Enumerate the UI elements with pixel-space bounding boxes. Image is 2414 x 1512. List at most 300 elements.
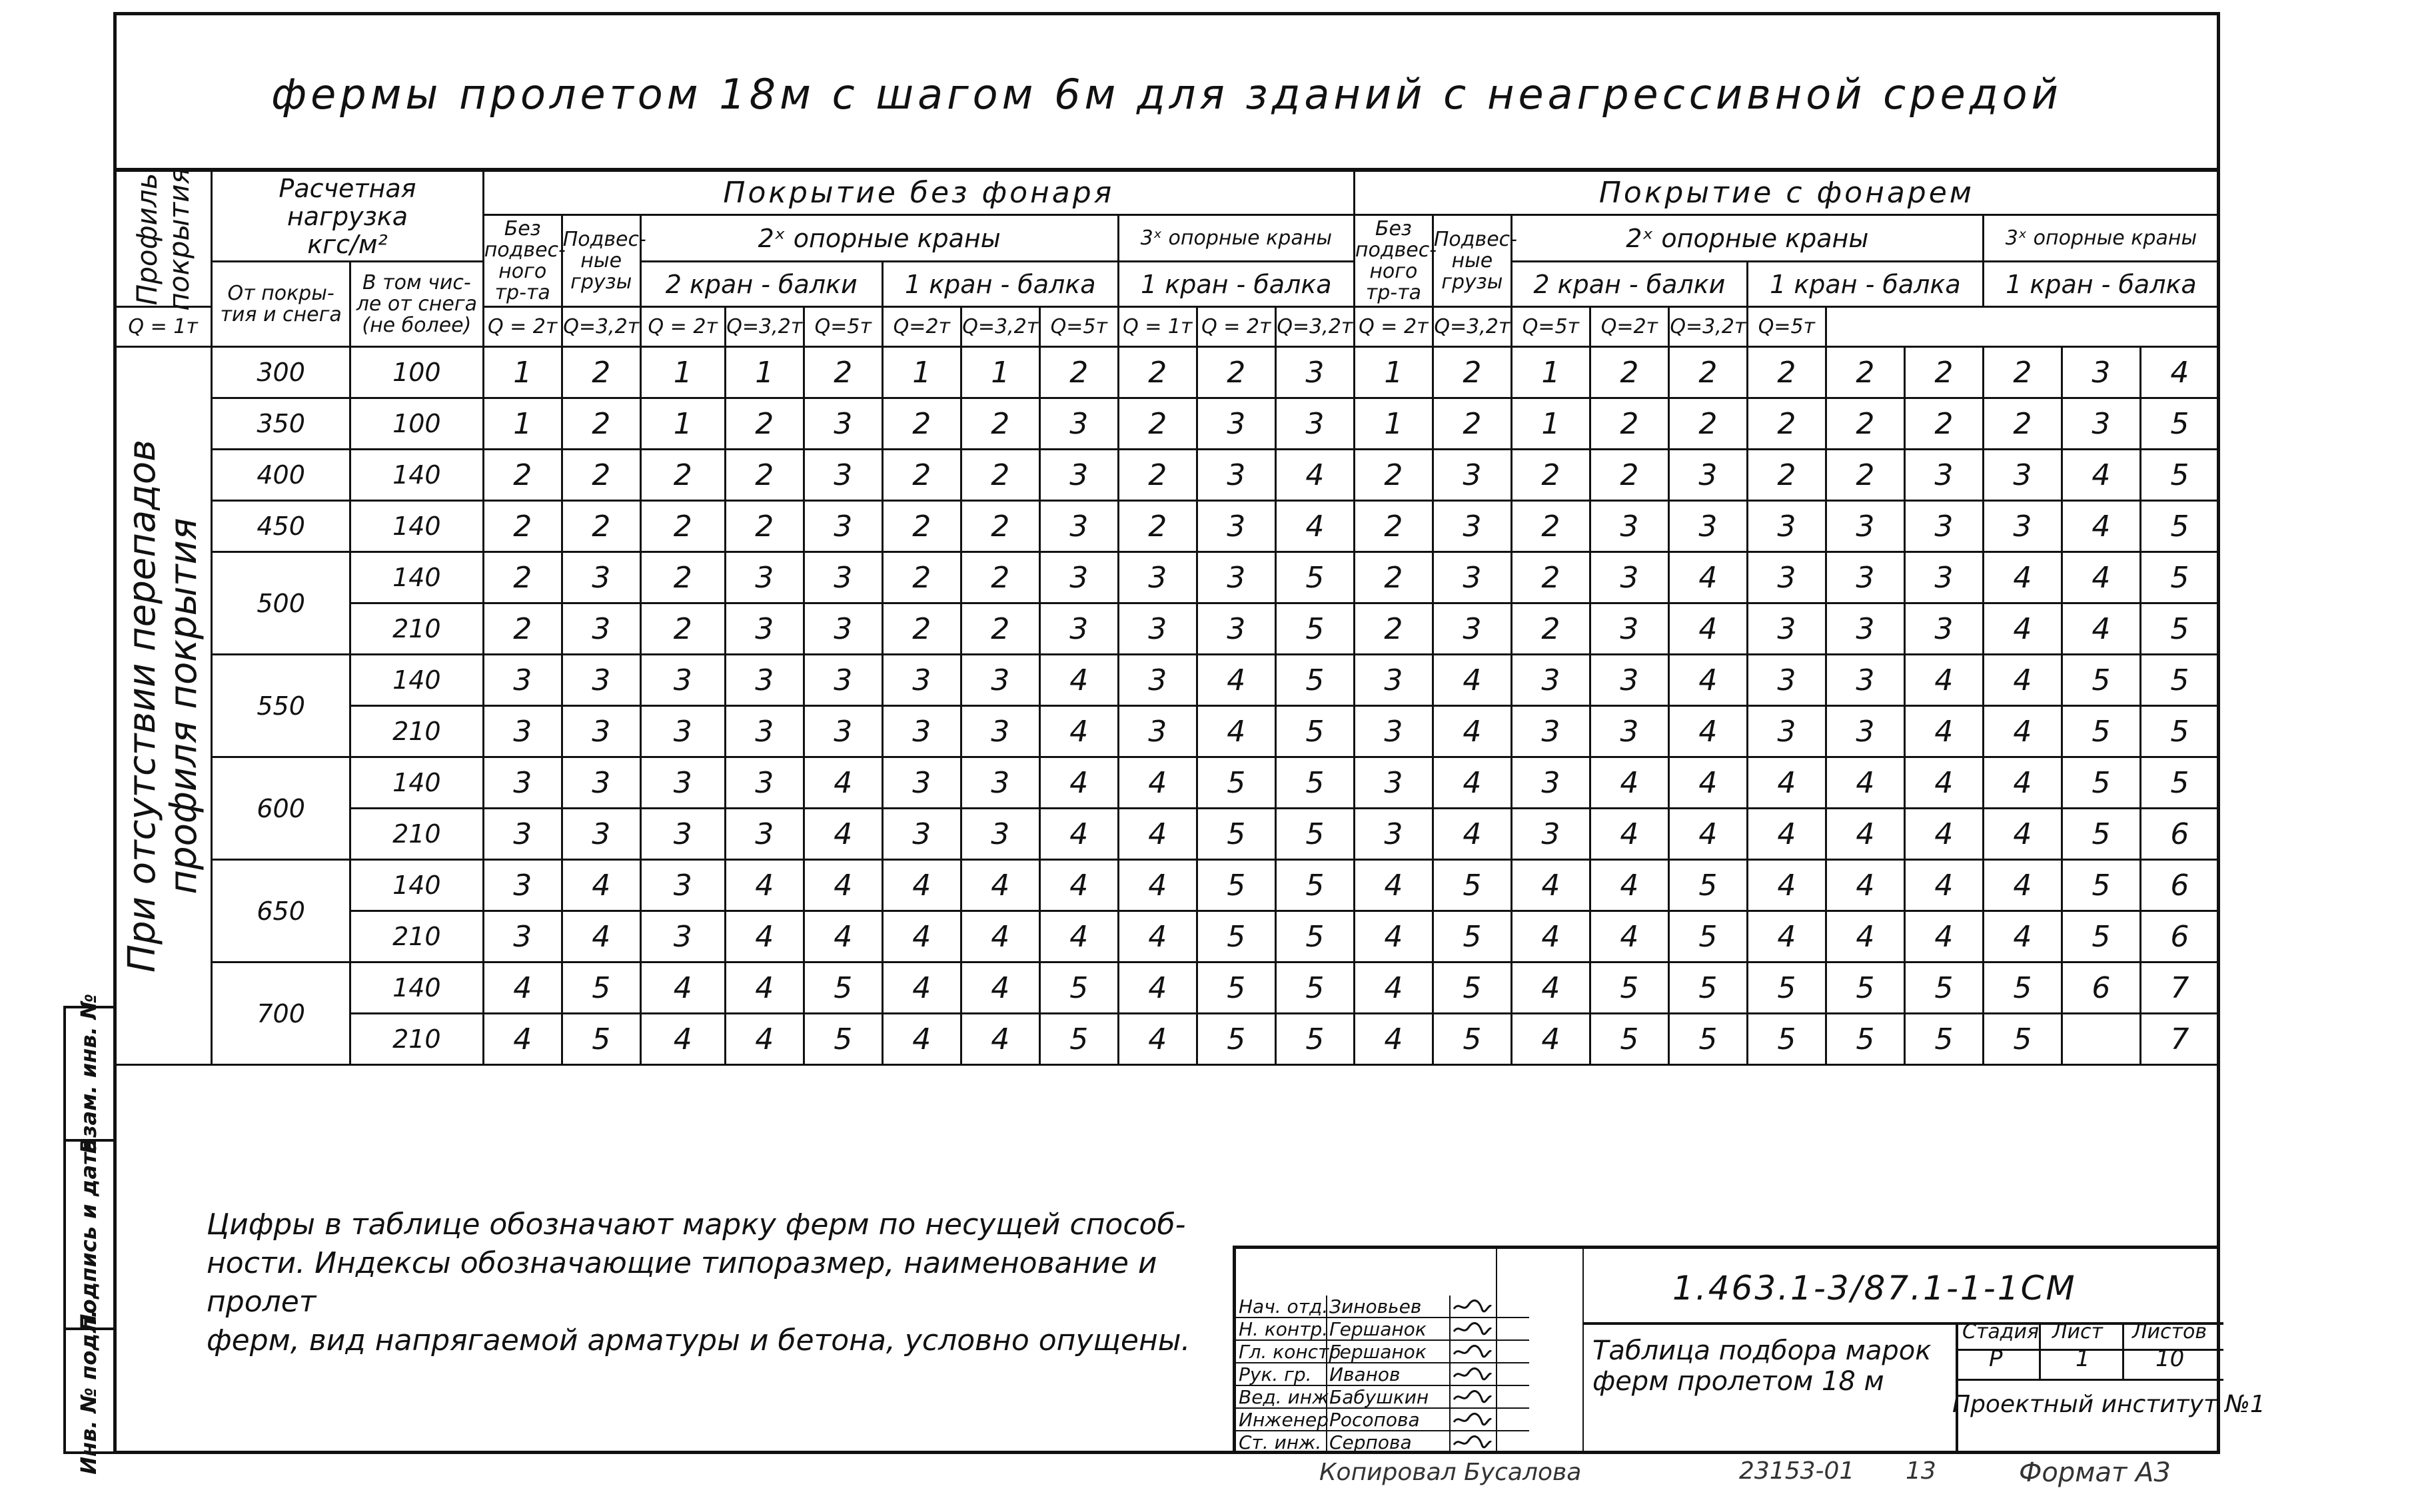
truss-mark-cell: 4 — [1118, 809, 1197, 860]
capacity-header: Q = 1т — [1118, 307, 1197, 347]
table-row — [115, 450, 2219, 501]
truss-mark-cell: 4 — [804, 860, 882, 911]
side-label: При отсутствии перепадов профиля покрытия — [115, 347, 212, 1065]
truss-mark-cell: 2 — [1354, 552, 1433, 603]
copied-by: Копировал Бусалова — [1319, 1459, 1582, 1486]
truss-mark-cell: 4 — [483, 962, 562, 1014]
truss-mark-cell: 3 — [483, 809, 562, 860]
table-row — [115, 655, 2219, 706]
capacity-header: Q=3,2т — [1668, 307, 1747, 347]
truss-mark-cell: 4 — [562, 860, 640, 911]
document-title: Таблица подбора марок ферм пролетом 18 м — [1592, 1335, 1932, 1397]
two-support-cranes-header: 2ˣ опорные краны — [640, 215, 1118, 262]
truss-mark-cell: 5 — [1039, 962, 1118, 1014]
margin-cell-inventory: Инв. № подл. — [63, 1327, 113, 1454]
truss-mark-cell: 2 — [1433, 347, 1511, 398]
truss-mark-cell: 4 — [804, 911, 882, 962]
truss-mark-cell: 3 — [804, 552, 882, 603]
truss-mark-cell: 4 — [804, 757, 882, 809]
truss-mark-cell: 2 — [725, 450, 804, 501]
truss-mark-cell: 2 — [640, 450, 725, 501]
truss-mark-cell: 5 — [1983, 962, 2062, 1014]
load-snow-cell: 210 — [350, 706, 484, 757]
truss-mark-cell: 5 — [1197, 860, 1275, 911]
truss-mark-cell: 6 — [2140, 809, 2219, 860]
truss-mark-cell: 2 — [483, 501, 562, 552]
truss-mark-cell: 3 — [1511, 757, 1590, 809]
truss-mark-cell: 2 — [1354, 603, 1433, 655]
capacity-header: Q=3,2т — [1275, 307, 1354, 347]
table-note — [207, 1206, 1246, 1360]
truss-mark-cell: 3 — [1511, 706, 1590, 757]
truss-mark-cell: 4 — [2062, 501, 2140, 552]
truss-mark-cell: 3 — [483, 706, 562, 757]
signer-role: Н. контр. — [1239, 1318, 1329, 1340]
truss-mark-cell: 1 — [1354, 347, 1433, 398]
truss-mark-cell: 4 — [1039, 757, 1118, 809]
signature-row — [1236, 1363, 1529, 1386]
profile-header: Профиль покрытия — [115, 171, 212, 307]
truss-mark-cell: 4 — [1433, 706, 1511, 757]
truss-mark-cell: 4 — [1668, 655, 1747, 706]
truss-mark-cell: 3 — [804, 501, 882, 552]
sheets-label: Листов — [2132, 1320, 2207, 1343]
truss-mark-cell: 2 — [725, 398, 804, 450]
truss-mark-cell: 1 — [1354, 398, 1433, 450]
truss-mark-cell: 3 — [1197, 501, 1275, 552]
truss-mark-cell: 3 — [1904, 501, 1983, 552]
signature-row — [1236, 1296, 1529, 1318]
truss-mark-cell: 5 — [1668, 860, 1747, 911]
truss-mark-cell: 2 — [1668, 398, 1747, 450]
truss-mark-cell: 3 — [1590, 655, 1668, 706]
truss-mark-cell: 2 — [882, 398, 961, 450]
truss-mark-cell: 4 — [1983, 655, 2062, 706]
truss-mark-cell: 2 — [961, 398, 1039, 450]
truss-mark-cell: 5 — [1197, 962, 1275, 1014]
truss-mark-cell: 3 — [640, 757, 725, 809]
truss-mark-cell: 5 — [1433, 860, 1511, 911]
truss-mark-cell: 4 — [1826, 911, 1904, 962]
handwritten-signature — [1453, 1345, 1493, 1358]
signer-role: Рук. гр. — [1239, 1363, 1312, 1385]
truss-mark-cell: 3 — [562, 757, 640, 809]
truss-mark-cell: 5 — [1590, 1014, 1668, 1065]
truss-mark-cell: 4 — [1747, 757, 1826, 809]
truss-mark-cell: 3 — [1354, 757, 1433, 809]
no-hoist-header: Без подвес- ного тр-та — [483, 215, 562, 307]
capacity-header: Q = 2т — [483, 307, 562, 347]
truss-mark-cell: 4 — [483, 1014, 562, 1065]
truss-mark-cell: 3 — [1433, 450, 1511, 501]
signature-row — [1236, 1318, 1529, 1341]
truss-mark-cell: 4 — [1039, 655, 1118, 706]
truss-mark-cell: 5 — [2140, 552, 2219, 603]
truss-mark-cell: 2 — [882, 552, 961, 603]
load-snow-cell: 140 — [350, 552, 484, 603]
archive-sheet: 13 — [1906, 1457, 1936, 1485]
table-row — [115, 962, 2219, 1014]
truss-mark-cell: 3 — [882, 706, 961, 757]
truss-mark-cell: 2 — [640, 603, 725, 655]
truss-mark-cell: 4 — [562, 911, 640, 962]
capacity-header: Q=5т — [1511, 307, 1590, 347]
truss-mark-cell: 5 — [1590, 962, 1668, 1014]
truss-mark-cell: 1 — [882, 347, 961, 398]
truss-mark-cell: 4 — [1983, 911, 2062, 962]
truss-mark-cell: 5 — [1275, 962, 1354, 1014]
truss-mark-cell: 4 — [1904, 809, 1983, 860]
truss-mark-cell: 2 — [882, 450, 961, 501]
truss-mark-cell: 2 — [562, 398, 640, 450]
truss-mark-cell: 4 — [1983, 757, 2062, 809]
truss-mark-cell: 2 — [1433, 398, 1511, 450]
truss-mark-cell: 3 — [1354, 706, 1433, 757]
two-support-cranes-header-lantern: 2ˣ опорные краны — [1511, 215, 1983, 262]
truss-mark-cell: 5 — [1197, 757, 1275, 809]
truss-mark-cell: 1 — [483, 347, 562, 398]
truss-mark-cell: 2 — [1590, 450, 1668, 501]
stage-value: Р — [1989, 1345, 2003, 1372]
truss-mark-cell: 3 — [1826, 501, 1904, 552]
truss-mark-cell: 4 — [1590, 757, 1668, 809]
truss-mark-cell: 4 — [1275, 501, 1354, 552]
truss-mark-cell: 3 — [882, 809, 961, 860]
truss-mark-cell: 2 — [961, 450, 1039, 501]
truss-mark-cell: 3 — [483, 655, 562, 706]
no-hoist-header-lantern: Без подвес- ного тр-та — [1354, 215, 1433, 307]
truss-mark-cell: 5 — [1433, 1014, 1511, 1065]
note-line-2: ности. Индексы обозначающие типоразмер, наименование и пролет — [207, 1246, 1157, 1319]
truss-mark-cell: 5 — [1668, 1014, 1747, 1065]
truss-mark-cell: 4 — [882, 1014, 961, 1065]
truss-mark-cell: 4 — [961, 860, 1039, 911]
truss-mark-cell: 3 — [1826, 603, 1904, 655]
truss-mark-cell: 3 — [725, 603, 804, 655]
table-row — [115, 911, 2219, 962]
truss-mark-cell: 5 — [1983, 1014, 2062, 1065]
truss-mark-cell: 4 — [1354, 911, 1433, 962]
truss-mark-cell: 2 — [562, 450, 640, 501]
truss-mark-cell: 5 — [1275, 655, 1354, 706]
truss-mark-cell: 2 — [640, 501, 725, 552]
hung-loads-header-lantern: Подвес- ные грузы — [1433, 215, 1511, 307]
table-row — [115, 757, 2219, 809]
truss-mark-cell: 4 — [1039, 706, 1118, 757]
two-beams-header: 2 кран - балки — [640, 262, 882, 307]
truss-mark-cell: 2 — [1826, 398, 1904, 450]
truss-mark-cell: 3 — [1433, 501, 1511, 552]
truss-mark-cell: 5 — [1197, 911, 1275, 962]
truss-mark-cell: 3 — [1668, 450, 1747, 501]
signature-row — [1236, 1409, 1529, 1431]
capacity-header: Q=5т — [1039, 307, 1118, 347]
truss-mark-cell: 3 — [1747, 603, 1826, 655]
truss-mark-cell: 5 — [2140, 757, 2219, 809]
truss-mark-cell: 3 — [1197, 603, 1275, 655]
truss-mark-cell: 4 — [1433, 757, 1511, 809]
table-row — [115, 1014, 2219, 1065]
truss-mark-cell: 3 — [804, 706, 882, 757]
load-total-header: От покры- тия и снега — [212, 262, 350, 347]
truss-mark-cell: 3 — [1983, 501, 2062, 552]
page-title: фермы пролетом 18м с шагом 6м для зданий с неагрессивной средой — [271, 70, 2062, 119]
truss-mark-cell: 3 — [1826, 706, 1904, 757]
truss-mark-cell: 6 — [2140, 860, 2219, 911]
truss-mark-cell: 3 — [1747, 706, 1826, 757]
load-snow-cell: 210 — [350, 603, 484, 655]
truss-mark-cell: 5 — [2140, 501, 2219, 552]
table-row — [115, 398, 2219, 450]
truss-mark-cell: 3 — [640, 911, 725, 962]
truss-mark-cell: 4 — [2062, 450, 2140, 501]
load-total-cell: 600 — [212, 757, 350, 860]
truss-mark-cell: 3 — [1590, 603, 1668, 655]
truss-mark-cell: 4 — [2140, 347, 2219, 398]
truss-mark-cell: 3 — [562, 706, 640, 757]
table-row — [115, 347, 2219, 398]
truss-mark-cell: 3 — [804, 655, 882, 706]
truss-mark-cell: 2 — [483, 552, 562, 603]
order-code: 23153-01 — [1739, 1457, 1855, 1485]
truss-mark-cell: 4 — [1904, 706, 1983, 757]
truss-mark-cell: 4 — [1904, 655, 1983, 706]
truss-mark-cell: 2 — [1118, 501, 1197, 552]
truss-mark-cell: 3 — [1590, 501, 1668, 552]
truss-mark-cell: 4 — [1433, 655, 1511, 706]
truss-mark-cell: 4 — [882, 860, 961, 911]
truss-mark-cell: 4 — [725, 911, 804, 962]
truss-mark-cell: 5 — [1826, 962, 1904, 1014]
truss-mark-cell: 5 — [1747, 1014, 1826, 1065]
truss-mark-cell: 5 — [1747, 962, 1826, 1014]
truss-mark-cell: 4 — [1118, 860, 1197, 911]
truss-mark-cell: 3 — [804, 398, 882, 450]
load-total-cell: 550 — [212, 655, 350, 757]
load-total-cell: 350 — [212, 398, 350, 450]
truss-mark-cell: 5 — [1668, 962, 1747, 1014]
truss-mark-cell: 4 — [1904, 757, 1983, 809]
institute-name: Проектный институт №1 — [1952, 1391, 2265, 1418]
truss-mark-cell: 2 — [1511, 501, 1590, 552]
load-total-cell: 650 — [212, 860, 350, 962]
truss-mark-cell: 3 — [483, 860, 562, 911]
truss-mark-cell: 2 — [1354, 501, 1433, 552]
truss-mark-cell: 4 — [1983, 603, 2062, 655]
truss-mark-cell: 5 — [1275, 809, 1354, 860]
load-header: Расчетная нагрузка кгс/м² — [212, 171, 483, 262]
load-snow-cell: 210 — [350, 1014, 484, 1065]
signature-row — [1236, 1431, 1529, 1454]
truss-mark-cell: 3 — [804, 603, 882, 655]
truss-mark-cell: 3 — [1747, 501, 1826, 552]
truss-mark-cell: 5 — [1275, 706, 1354, 757]
margin-cell-replaced: Взам. инв. № — [63, 1006, 113, 1139]
table-row — [115, 809, 2219, 860]
truss-mark-cell: 5 — [1275, 757, 1354, 809]
truss-mark-cell: 1 — [483, 398, 562, 450]
one-beam-header: 1 кран - балка — [882, 262, 1118, 307]
truss-mark-cell: 3 — [1826, 655, 1904, 706]
truss-mark-cell: 1 — [640, 347, 725, 398]
truss-mark-cell: 4 — [1511, 1014, 1590, 1065]
load-snow-cell: 140 — [350, 501, 484, 552]
truss-mark-cell: 5 — [562, 962, 640, 1014]
note-line-1: Цифры в таблице обозначают марку ферм по несущей способ- — [207, 1208, 1186, 1242]
truss-mark-cell: 4 — [725, 1014, 804, 1065]
truss-mark-cell: 3 — [725, 706, 804, 757]
truss-mark-cell: 4 — [1747, 809, 1826, 860]
truss-mark-cell: 4 — [1354, 860, 1433, 911]
truss-mark-cell: 2 — [882, 603, 961, 655]
table-row — [115, 552, 2219, 603]
truss-mark-cell: 4 — [1668, 552, 1747, 603]
truss-mark-cell: 3 — [1668, 501, 1747, 552]
signature-row — [1236, 1341, 1529, 1363]
truss-mark-cell: 4 — [1118, 911, 1197, 962]
truss-mark-cell: 3 — [725, 552, 804, 603]
sheet-value: 1 — [2076, 1345, 2090, 1372]
truss-mark-cell: 2 — [1747, 347, 1826, 398]
truss-mark-cell: 5 — [1275, 1014, 1354, 1065]
load-total-cell: 400 — [212, 450, 350, 501]
truss-mark-cell: 5 — [1275, 603, 1354, 655]
truss-mark-cell: 3 — [725, 809, 804, 860]
truss-mark-cell: 2 — [640, 552, 725, 603]
truss-mark-cell: 3 — [1197, 398, 1275, 450]
truss-mark-cell: 2 — [961, 603, 1039, 655]
capacity-header: Q=3,2т — [562, 307, 640, 347]
truss-mark-cell: 2 — [1983, 347, 2062, 398]
truss-mark-cell: 3 — [2062, 398, 2140, 450]
truss-mark-cell: 2 — [1826, 347, 1904, 398]
truss-mark-cell: 2 — [1747, 450, 1826, 501]
truss-mark-cell: 2 — [961, 501, 1039, 552]
three-support-cranes-header-lantern: 3ˣ опорные краны — [1983, 215, 2219, 262]
truss-mark-cell: 5 — [1275, 860, 1354, 911]
truss-mark-cell: 4 — [640, 1014, 725, 1065]
load-total-cell: 450 — [212, 501, 350, 552]
table-row — [115, 860, 2219, 911]
truss-mark-cell: 4 — [1511, 860, 1590, 911]
truss-mark-cell: 5 — [1668, 911, 1747, 962]
truss-mark-cell: 3 — [961, 757, 1039, 809]
signer-name: Гершанок — [1329, 1318, 1427, 1340]
truss-mark-cell: 4 — [1354, 962, 1433, 1014]
truss-mark-cell: 2 — [1511, 450, 1590, 501]
truss-mark-cell: 2 — [725, 501, 804, 552]
truss-mark-cell: 2 — [1354, 450, 1433, 501]
truss-mark-cell: 1 — [1511, 347, 1590, 398]
truss-mark-cell: 5 — [1197, 809, 1275, 860]
sheet-label: Лист — [2052, 1320, 2104, 1343]
truss-mark-cell: 6 — [2062, 962, 2140, 1014]
truss-mark-cell: 4 — [961, 962, 1039, 1014]
signer-role: Нач. отд. — [1239, 1296, 1329, 1318]
one-beam-three-header: 1 кран - балка — [1118, 262, 1354, 307]
three-support-cranes-header: 3ˣ опорные краны — [1118, 215, 1354, 262]
truss-mark-cell: 4 — [1826, 809, 1904, 860]
truss-mark-cell: 3 — [1197, 450, 1275, 501]
load-snow-cell: 140 — [350, 655, 484, 706]
handwritten-signature — [1453, 1435, 1493, 1449]
load-snow-header: В том чис- ле от снега (не более) — [350, 262, 484, 347]
truss-mark-cell: 5 — [2140, 603, 2219, 655]
truss-mark-cell: 3 — [562, 809, 640, 860]
truss-mark-cell: 3 — [1039, 450, 1118, 501]
truss-mark-cell: 5 — [2062, 911, 2140, 962]
truss-mark-cell: 2 — [1511, 552, 1590, 603]
truss-mark-cell: 3 — [1511, 655, 1590, 706]
truss-mark-cell: 5 — [2140, 706, 2219, 757]
truss-mark-cell: 3 — [562, 655, 640, 706]
truss-mark-cell: 4 — [1590, 860, 1668, 911]
truss-mark-cell — [2062, 1014, 2140, 1065]
load-total-cell: 300 — [212, 347, 350, 398]
truss-mark-cell: 4 — [1511, 962, 1590, 1014]
truss-mark-cell: 3 — [640, 860, 725, 911]
load-snow-cell: 100 — [350, 398, 484, 450]
capacity-header: Q = 2т — [1354, 307, 1433, 347]
handwritten-signature — [1453, 1322, 1493, 1335]
truss-mark-cell: 3 — [1039, 501, 1118, 552]
signer-role: Гл. констр — [1239, 1341, 1341, 1363]
truss-mark-cell: 3 — [725, 757, 804, 809]
truss-mark-cell: 5 — [562, 1014, 640, 1065]
truss-mark-cell: 2 — [1197, 347, 1275, 398]
truss-mark-cell: 5 — [2062, 757, 2140, 809]
handwritten-signature — [1453, 1413, 1493, 1426]
signer-name: Зиновьев — [1329, 1296, 1422, 1318]
truss-mark-cell: 4 — [2062, 552, 2140, 603]
truss-mark-cell: 4 — [1904, 860, 1983, 911]
truss-mark-cell: 4 — [1039, 860, 1118, 911]
truss-mark-cell: 5 — [2062, 706, 2140, 757]
truss-mark-cell: 2 — [804, 347, 882, 398]
truss-mark-cell: 3 — [882, 655, 961, 706]
truss-mark-cell: 2 — [562, 501, 640, 552]
capacity-header: Q = 1т — [115, 307, 212, 347]
capacity-header: Q = 2т — [1197, 307, 1275, 347]
truss-mark-cell: 3 — [640, 809, 725, 860]
truss-mark-cell: 4 — [1668, 809, 1747, 860]
truss-mark-cell: 2 — [1039, 347, 1118, 398]
handwritten-signature — [1453, 1390, 1493, 1403]
signer-name: Иванов — [1329, 1363, 1401, 1385]
truss-mark-cell: 3 — [1118, 552, 1197, 603]
truss-mark-cell: 2 — [483, 450, 562, 501]
truss-mark-cell: 2 — [1904, 398, 1983, 450]
truss-mark-cell: 3 — [1904, 450, 1983, 501]
truss-mark-cell: 2 — [1118, 450, 1197, 501]
truss-mark-cell: 4 — [1826, 757, 1904, 809]
truss-mark-cell: 3 — [1039, 603, 1118, 655]
truss-mark-cell: 4 — [1590, 809, 1668, 860]
truss-mark-cell: 5 — [1826, 1014, 1904, 1065]
truss-mark-cell: 3 — [562, 603, 640, 655]
truss-mark-cell: 6 — [2140, 911, 2219, 962]
truss-mark-cell: 3 — [562, 552, 640, 603]
truss-mark-cell: 3 — [1511, 809, 1590, 860]
truss-mark-cell: 4 — [1118, 757, 1197, 809]
truss-mark-cell: 4 — [1983, 706, 2062, 757]
capacity-header: Q=5т — [1747, 307, 1826, 347]
truss-mark-cell: 4 — [1826, 860, 1904, 911]
truss-mark-cell: 3 — [1275, 398, 1354, 450]
truss-mark-cell: 3 — [1118, 603, 1197, 655]
truss-mark-cell: 4 — [1511, 911, 1590, 962]
truss-mark-cell: 3 — [804, 450, 882, 501]
